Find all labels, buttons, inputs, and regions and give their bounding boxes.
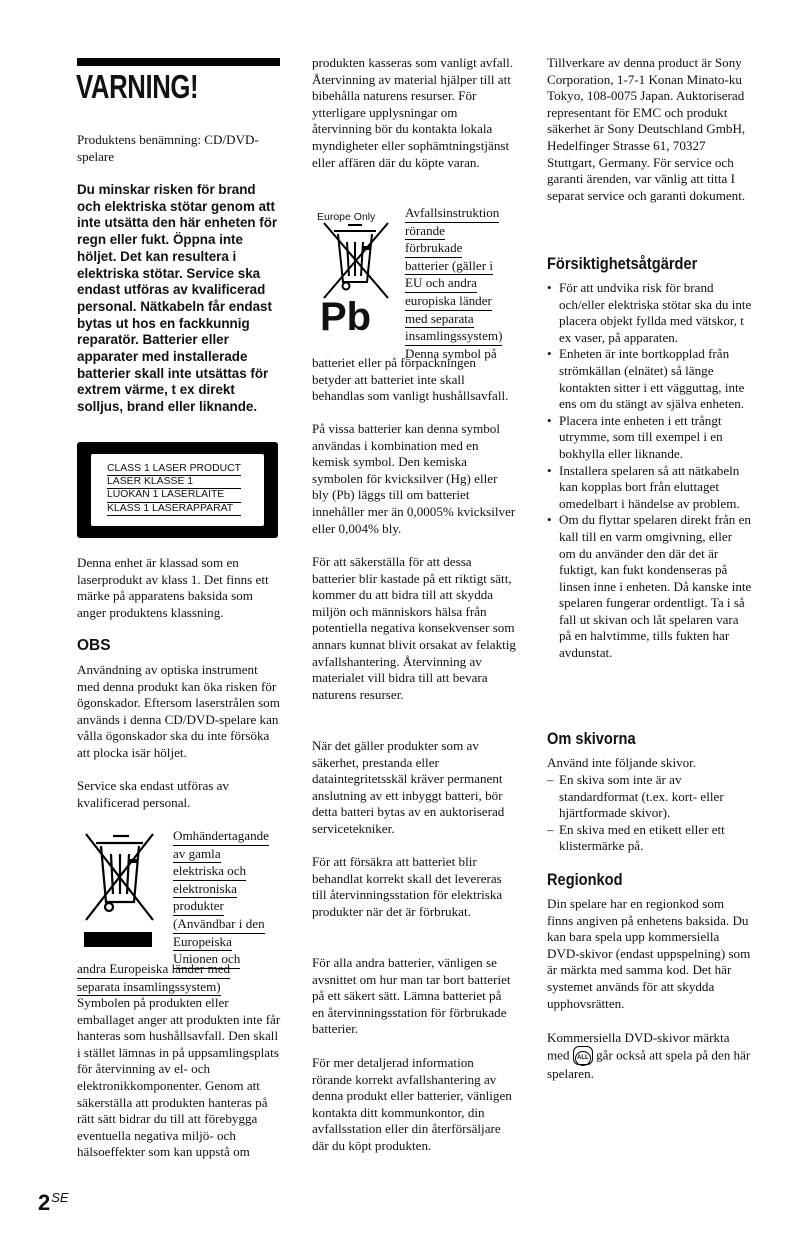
page-title: VARNING! bbox=[76, 68, 199, 105]
battery-text-2: På vissa batterier kan denna symbol användas i kombination med en kemisk symbol. Den kemiska symbolen för kvicksilver (Hg) eller bly (Pb) läggs till om batteriet innehåller mer än 0,0005% kvicksilver eller 0,004% bly. bbox=[312, 421, 516, 536]
precautions-heading: Försiktighetsåtgärder bbox=[547, 254, 698, 273]
list-item: • Installera spelaren så att nätkabeln kan kopplas bort från eluttaget omedelbart i händelse av problem. bbox=[547, 463, 752, 513]
weee-text-cont: produkten kasseras som vanligt avfall. Återvinning av material hjälper till att bibehålla naturens resurser. För ytterligare upplysningar om återvinning bör du kontakta lokala myndigheter eller sophämtningstjänst eller affären där du köpte varan. bbox=[312, 55, 514, 170]
pb-symbol: Pb bbox=[320, 295, 372, 339]
column-2 bbox=[312, 0, 517, 1240]
laser-line: LASER KLASSE 1 bbox=[107, 476, 241, 489]
battery-text: batteriet eller på förpackningen betyder att batteriet inte skall behandlas som vanligt hushållsavfall. bbox=[312, 355, 509, 404]
other-batteries-text: För alla andra batterier, vänligen se avsnittet om hur man tar bort batteriet på ett säkert sätt. Lämna batteriet på en återvinningsstation för förbrukade batterier. bbox=[312, 955, 511, 1037]
discs-intro: Använd inte följande skivor. bbox=[547, 755, 697, 770]
builtin-battery-text-2: För att försäkra att batteriet blir behandlat korrekt skall det levereras till återvinningsstation för elektriska produkter när det är förbrukat. bbox=[312, 854, 503, 919]
column-3 bbox=[547, 0, 752, 1240]
obs-text: Användning av optiska instrument med denna produkt kan öka risken för ögonskador. Eftersom laserstrålen som används i denna CD/DVD-spelare kan vålla ögonskador ska du inte försöka att plocka isär höljet. bbox=[77, 662, 280, 760]
page-number: $2^{SE}$ bbox=[38, 1190, 69, 1215]
europe-only-label: Europe Only bbox=[317, 211, 376, 223]
list-item: • Placera inte enheten i ett trångt utrymme, som till exempel i en bokhylla eller liknande. bbox=[547, 413, 752, 463]
more-info-text: För mer detaljerad information rörande korrekt avfallshantering av denna produkt eller batterier, vänligen kontakta ditt kommunkontor, din avfallsstation eller din återförsäljare där du köpt produkten. bbox=[312, 1055, 512, 1153]
obs-heading: OBS bbox=[77, 637, 111, 654]
list-item: • För att undvika risk för brand och/eller elektriska stötar ska du inte placera objekt fyllda med vätskor, t ex vaser, på apparaten. bbox=[547, 280, 752, 346]
weee-heading-cont: andra Europeiska länder med separata insamlingssystem) bbox=[77, 961, 282, 996]
list-item: – En skiva som inte är av standardformat (t.ex. kort- eller hjärtformade skivor). bbox=[547, 772, 752, 822]
list-item: • Om du flyttar spelaren direkt från en kall till en varm omgivning, eller om du använder den där det är fuktigt, kan fukt kondenseras på linsen inne i enheten. Då kanske inte spelaren fungerar ordentligt. Ta i så fall ut skivan och låt spelaren vara på en halvtimme, tills fukten har avdunstat. bbox=[547, 512, 752, 661]
crossed-bin-icon bbox=[81, 832, 159, 950]
precautions-list bbox=[547, 280, 752, 662]
laser-class-text: Denna enhet är klassad som en laserprodukt av klass 1. Det finns ett märke på apparatens baksida som anger produktens klassning. bbox=[77, 555, 269, 620]
list-item: – En skiva med en etikett eller ett klistermärke på. bbox=[547, 822, 752, 855]
laser-line: LUOKAN 1 LASERLAITE bbox=[107, 489, 241, 502]
battery-text-3: För att säkerställa för att dessa batterier blir kastade på ett riktigt sätt, kommer du att bidra till att skydda miljön och människors hälsa från potentiella negativa konsekvenser som annars kunnat blivit orsakat av felaktig avfallshantering. Återvinning av materialet vill bidra till att bevara naturens resurser. bbox=[312, 554, 516, 702]
battery-bin-icon bbox=[316, 222, 398, 302]
warning-text: Du minskar risken för brand och elektriska stötar genom att inte utsätta den här enheten för regn eller fukt. Öppna inte höljet. Det kan resultera i elektriska stötar. Service ska endast utföras av kvalificerad personal. Nätkabeln får endast bytas ut hos en fackkunnig reparatör. Batterier eller apparater med installerade batterier skall inte utsättas för extrem värme, t ex direkt solljus, brand eller liknande. bbox=[77, 182, 278, 415]
weee-text: Symbolen på produkten eller emballaget anger att produkten inte får hanteras som hushållsavfall. Den skall i stället lämnas in på uppsamlingsplats för återvinning av el- och elektronikkomponenter. Genom att säkerställa att produkten hanteras på rätt sätt bidrar du till att förebygga eventuella negativa miljö- och hälsoeffekter som kan uppstå om bbox=[77, 995, 281, 1160]
battery-heading: Avfallsinstruktion rörande förbrukade batterier (gäller i EU och andra europiska länder med separata insamlingssystem) Denna symbol på bbox=[405, 205, 503, 361]
builtin-battery-text: När det gäller produkter som av säkerhet, prestanda eller dataintegritetsskäl kräver permanent anslutning av ett inbyggt batteri, bör detta batteri bytas av en auktoriserad servicetekniker. bbox=[312, 738, 505, 836]
column-1 bbox=[77, 0, 282, 1240]
obs-text-service: Service ska endast utföras av kvalificerad personal. bbox=[77, 778, 229, 810]
all-region-icon: ALL bbox=[573, 1046, 593, 1065]
region-text-2: Kommersiella DVD-skivor märkta med ALL går också att spela på den här spelaren. bbox=[547, 1030, 751, 1081]
region-heading: Regionkod bbox=[547, 870, 623, 889]
list-item: • Enheten är inte bortkopplad från strömkällan (elnätet) så länge kontakten sitter i ett vägguttag, inte ens om du stängt av själva enheten. bbox=[547, 346, 752, 412]
product-name: Produktens benämning: CD/DVD-spelare bbox=[77, 132, 259, 164]
region-text: Din spelare har en regionkod som finns angiven på enhetens baksida. Du kan bara spela upp kommersiella DVD-skivor (endast uppspelning) som är märkta med samma kod. Det här systemet används för att skydda upphovsrätten. bbox=[547, 896, 751, 1011]
manufacturer-text: Tillverkare av denna product är Sony Corporation, 1-7-1 Konan Minato-ku Tokyo, 108-0075 Japan. Auktoriserad representant för EMC och produkt säkerhet är Sony Deutschland GmbH, Hedelfinger Strasse 61, 70327 Stuttgart, Germany. För service och garanti ärenden, var vänlig att titta I separat service och garanti dokument. bbox=[547, 55, 746, 203]
laser-class-label bbox=[77, 442, 278, 538]
discs-list bbox=[547, 772, 752, 855]
laser-line: CLASS 1 LASER PRODUCT bbox=[107, 463, 241, 476]
discs-heading: Om skivorna bbox=[547, 729, 636, 748]
weee-heading: Omhändertagande av gamla elektriska och elektroniska produkter (Användbar i den Europeiska Unionen och bbox=[173, 828, 283, 969]
laser-line: KLASS 1 LASERAPPARAT bbox=[107, 503, 241, 516]
